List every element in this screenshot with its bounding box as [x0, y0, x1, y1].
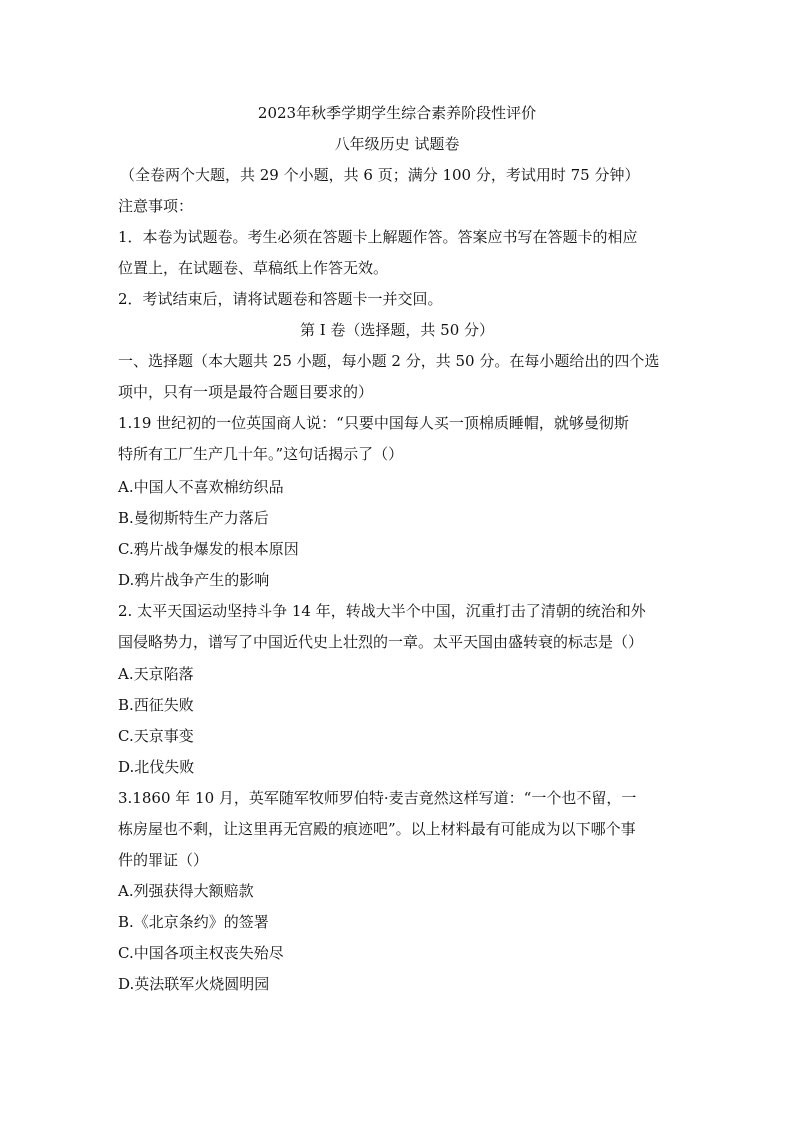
question-2-stem-cont: 国侵略势力，谱写了中国近代史上壮烈的一章。太平天国由盛转衰的标志是（） [118, 633, 644, 651]
question-1-stem: 1.19 世纪初的一位英国商人说：“只要中国每人买一顶棉质睡帽，就够曼彻斯 [118, 414, 629, 432]
notice-item-1: 1．本卷为试题卷。考生必须在答题卡上解题作答。答案应书写在答题卡的相应 [118, 228, 638, 246]
section-title: 第 I 卷（选择题，共 50 分） [299, 321, 495, 339]
question-3-stem-cont: 栋房屋也不剩，让这里再无宫殿的痕迹吧”。以上材料最有可能成为以下哪个事 [118, 820, 636, 838]
question-1-option-c: C.鸦片战争爆发的根本原因 [118, 540, 299, 558]
notice-item-1-cont: 位置上，在试题卷、草稿纸上作答无效。 [118, 259, 389, 277]
question-1-option-d: D.鸦片战争产生的影响 [118, 571, 270, 589]
question-2-stem: 2. 太平天国运动坚持斗争 14 年，转战大半个中国，沉重打击了清朝的统治和外 [118, 602, 646, 620]
notice-heading: 注意事项： [118, 197, 194, 215]
question-3-stem: 3.1860 年 10 月，英军随军牧师罗伯特·麦吉竟然这样写道：“一个也不留，一 [118, 789, 637, 807]
question-3-option-b: B.《北京条约》的签署 [118, 913, 269, 931]
question-3-option-c: C.中国各项主权丧失殆尽 [118, 944, 284, 962]
question-2-option-d: D.北伐失败 [118, 758, 195, 776]
question-1-option-b: B.曼彻斯特生产力落后 [118, 509, 269, 527]
question-2-option-c: C.天京事变 [118, 727, 194, 745]
section-intro: 一、选择题（本大题共 25 小题，每小题 2 分，共 50 分。在每小题给出的四个选 [118, 352, 660, 370]
question-2-option-a: A.天京陷落 [118, 665, 194, 683]
exam-title: 2023年秋季学期学生综合素养阶段性评价 [257, 104, 537, 122]
exam-info: （全卷两个大题，共 29 个小题，共 6 页；满分 100 分，考试用时 75 分钟） [120, 166, 640, 184]
exam-subtitle: 八年级历史 试题卷 [334, 135, 460, 153]
question-3-option-a: A.列强获得大额赔款 [118, 882, 254, 900]
question-2-option-b: B.西征失败 [118, 696, 194, 714]
question-3-option-d: D.英法联军火烧圆明园 [118, 975, 270, 993]
question-3-stem-cont-2: 件的罪证（） [118, 851, 209, 869]
section-intro-cont: 项中，只有一项是最符合题目要求的） [118, 383, 374, 401]
question-1-option-a: A.中国人不喜欢棉纺织品 [118, 478, 284, 496]
notice-item-2: 2．考试结束后，请将试题卷和答题卡一并交回。 [118, 290, 443, 308]
question-1-stem-cont: 特所有工厂生产几十年。”这句话揭示了（） [118, 445, 404, 463]
